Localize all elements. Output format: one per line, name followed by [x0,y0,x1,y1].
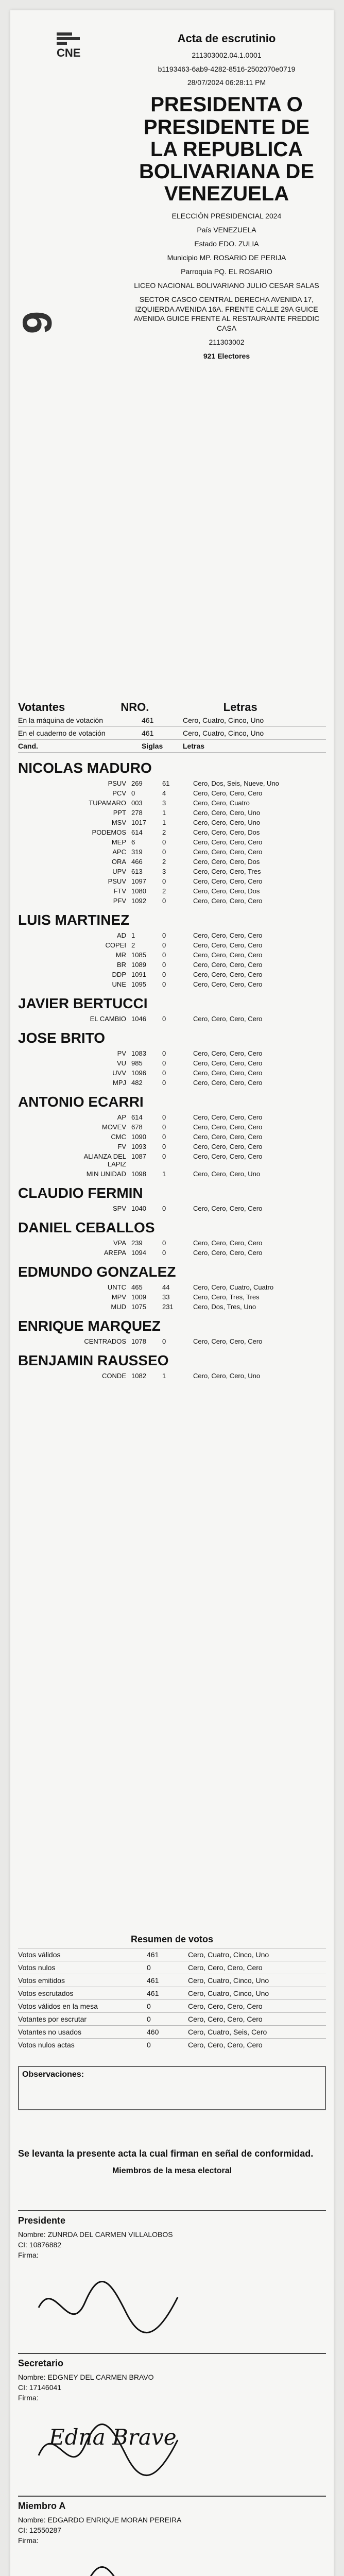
summary-row [18,2038,326,2051]
party-acronym: UNE [112,980,126,988]
party-row [80,848,326,856]
party-code: 466 [131,858,143,866]
party-acronym: MSV [111,819,126,826]
party-votes: 0 [162,951,166,959]
party-acronym: TUPAMARO [89,799,126,807]
signature-area [18,2547,326,2576]
summary-row [18,1999,326,2012]
party-votes: 0 [162,1059,166,1067]
signature-area [18,2261,326,2349]
party-acronym: APC [112,848,126,856]
summary-number: 0 [147,1963,151,1972]
party-votes: 1 [162,819,166,826]
summary-letters: Cero, Cero, Cero, Cero [188,2002,263,2010]
party-code: 1 [131,931,135,939]
candidate-name: BENJAMIN RAUSSEO [18,1352,169,1368]
signature-text: Edna Brave [49,2425,177,2450]
party-row [80,931,326,939]
party-code: 269 [131,779,143,787]
party-acronym: MEP [111,838,126,846]
party-row [80,1249,326,1257]
party-code: 1046 [131,1015,146,1023]
candidate-name: EDMUNDO GONZALEZ [18,1264,176,1280]
party-code: 1017 [131,819,146,826]
party-code: 1078 [131,1337,146,1345]
party-row [80,1069,326,1077]
summary-number: 461 [147,1976,159,1985]
party-row [80,1372,326,1380]
party-row [80,877,326,885]
party-row [80,809,326,817]
party-row [80,828,326,836]
signature-scribble [33,2552,188,2576]
party-letters: Cero, Dos, Tres, Uno [193,1303,256,1311]
party-votes: 33 [162,1293,170,1301]
party-row [80,1015,326,1023]
party-row [80,980,326,988]
party-code: 482 [131,1079,143,1087]
party-acronym: EL CAMBIO [90,1015,126,1023]
party-row [80,1113,326,1121]
party-letters: Cero, Cero, Tres, Tres [193,1293,260,1301]
candidate-name: CLAUDIO FERMIN [18,1185,143,1201]
total-label: En la máquina de votación [18,716,103,724]
acta-title: Acta de escrutinio [177,32,276,45]
parish: Parroquia PQ. EL ROSARIO [181,267,272,276]
party-acronym: ORA [111,858,126,866]
summary-row [18,1987,326,1999]
party-votes: 0 [162,1153,166,1160]
member-ci: CI: 17146041 [18,2383,62,2392]
party-row [80,1337,326,1345]
party-letters: Cero, Cero, Cero, Cero [193,1123,263,1131]
summary-label: Votos emitidos [18,1976,65,1985]
party-letters: Cero, Cero, Cero, Cero [193,1133,263,1141]
candidate-name: JOSE BRITO [18,1030,106,1046]
stamp-number: 9 [14,311,60,334]
party-letters: Cero, Cero, Cero, Cero [193,1059,263,1067]
votes-header: Votantes NRO. Letras [18,701,257,714]
party-votes: 0 [162,1143,166,1150]
party-acronym: MIN UNIDAD [86,1170,126,1178]
summary-row [18,2012,326,2025]
party-votes: 0 [162,838,166,846]
party-row [80,1170,326,1178]
candidate-name: LUIS MARTINEZ [18,912,130,928]
summary-row [18,1974,326,1987]
party-acronym: MPV [111,1293,126,1301]
party-votes: 2 [162,858,166,866]
party-code: 1097 [131,877,146,885]
party-acronym: VPA [113,1239,126,1247]
party-votes: 0 [162,1015,166,1023]
party-letters: Cero, Cero, Cero, Dos [193,858,260,866]
party-row [80,1239,326,1247]
summary-row [18,1961,326,1974]
party-code: 1090 [131,1133,146,1141]
party-row [80,1303,326,1311]
party-row [80,1283,326,1291]
party-votes: 0 [162,980,166,988]
party-letters: Cero, Cero, Cero, Uno [193,1372,261,1380]
party-votes: 0 [162,1113,166,1121]
party-code: 678 [131,1123,143,1131]
member-role: Presidente [18,2215,66,2226]
summary-number: 461 [147,1989,159,1997]
total-label: En el cuaderno de votación [18,729,106,737]
election-title: PRESIDENTA O PRESIDENTE DE LA REPUBLICA BOLIVARIANA DE VENEZUELA [139,93,314,206]
party-row [80,1133,326,1141]
mesa-code: 211303002 [209,338,245,347]
party-code: 1098 [131,1170,146,1178]
members-section [18,2210,326,2576]
summary-row [18,2025,326,2038]
state: Estado EDO. ZULIA [194,240,259,248]
party-code: 613 [131,868,143,875]
party-code: 1085 [131,951,146,959]
party-row [80,868,326,875]
party-letters: Cero, Cero, Cero, Cero [193,1069,263,1077]
votes-section [18,701,326,1382]
total-nro: 461 [142,716,154,724]
address: SECTOR CASCO CENTRAL DERECHA AVENIDA 17, IZQUIERDA AVENIDA 16A. FRENTE CALLE 29A GUICE AVENIDA GUICE FRENTE AL RESTAURANTE FREDDIC CASA [133,295,320,333]
party-votes: 1 [162,1372,166,1380]
party-votes: 0 [162,1337,166,1345]
member-ci: CI: 10876882 [18,2241,62,2249]
party-votes: 0 [162,1133,166,1141]
party-votes: 44 [162,1283,170,1291]
party-letters: Cero, Cero, Cero, Cero [193,1337,263,1345]
party-acronym: CENTRADOS [84,1337,126,1345]
party-acronym: UVV [112,1069,126,1077]
party-letters: Cero, Cero, Cero, Cero [193,848,263,856]
party-acronym: ALIANZA DEL LAPIZ [83,1153,126,1168]
party-code: 1091 [131,971,146,978]
party-letters: Cero, Cero, Cero, Cero [193,951,263,959]
party-acronym: PCV [112,789,126,797]
party-votes: 0 [162,1069,166,1077]
party-letters: Cero, Cero, Cero, Cero [193,1205,263,1212]
party-acronym: BR [116,961,126,969]
summary-number: 460 [147,2028,159,2036]
party-code: 1092 [131,897,146,905]
summary-label: Votantes no usados [18,2028,81,2036]
votes-total-row [18,727,326,740]
party-votes: 0 [162,971,166,978]
party-row [80,1153,326,1168]
party-acronym: AP [117,1113,126,1121]
member-block [18,2353,326,2496]
party-letters: Cero, Cero, Cero, Cero [193,897,263,905]
party-row [80,1205,326,1212]
party-row [80,799,326,807]
party-code: 2 [131,941,135,949]
acta-datetime: 28/07/2024 06:28:11 PM [187,78,266,87]
member-role: Miembro A [18,2501,66,2511]
member-sign-label: Firma: [18,2394,39,2402]
party-code: 1094 [131,1249,146,1257]
party-acronym: SPV [112,1205,126,1212]
party-letters: Cero, Cero, Cuatro, Cuatro [193,1283,274,1291]
party-votes: 0 [162,1249,166,1257]
party-votes: 4 [162,789,166,797]
party-row [80,961,326,969]
party-letters: Cero, Cero, Cero, Cero [193,789,263,797]
party-votes: 0 [162,1205,166,1212]
receipt [10,10,334,2576]
party-row [80,1049,326,1057]
party-votes: 3 [162,868,166,875]
member-role: Secretario [18,2358,64,2368]
party-row [80,1143,326,1150]
cne-logo: CNE [57,31,108,67]
party-acronym: PODEMOS [92,828,126,836]
party-code: 1095 [131,980,146,988]
party-votes: 3 [162,799,166,807]
summary-letters: Cero, Cero, Cero, Cero [188,1963,263,1972]
party-acronym: UNTC [107,1283,126,1291]
party-votes: 0 [162,877,166,885]
party-votes: 0 [162,941,166,949]
party-votes: 0 [162,1123,166,1131]
election-name: ELECCIÓN PRESIDENCIAL 2024 [171,212,282,221]
party-votes: 1 [162,809,166,817]
party-votes: 0 [162,931,166,939]
acta-code: 211303002.04.1.0001 [192,50,262,59]
party-votes: 0 [162,1049,166,1057]
party-code: 0 [131,789,135,797]
party-letters: Cero, Dos, Seis, Nueve, Uno [193,779,279,787]
summary-letters: Cero, Cero, Cero, Cero [188,2015,263,2023]
party-letters: Cero, Cero, Cero, Cero [193,1015,263,1023]
subheader: Cand. Siglas Letras [18,740,326,753]
party-letters: Cero, Cero, Cero, Dos [193,828,260,836]
signature-scribble [33,2266,188,2344]
party-row [80,1293,326,1301]
party-row [80,858,326,866]
summary-label: Votos válidos [18,1951,61,1959]
party-letters: Cero, Cero, Cero, Uno [193,809,261,817]
party-code: 1089 [131,961,146,969]
summary-number: 0 [147,2015,151,2023]
summary-number: 461 [147,1951,159,1959]
party-row [80,951,326,959]
party-code: 278 [131,809,143,817]
candidate-name: DANIEL CEBALLOS [18,1219,155,1235]
party-acronym: PV [117,1049,126,1057]
party-acronym: AD [116,931,126,939]
party-code: 239 [131,1239,143,1247]
party-letters: Cero, Cero, Cero, Cero [193,1249,263,1257]
party-letters: Cero, Cero, Cero, Cero [193,1049,263,1057]
party-code: 1093 [131,1143,146,1150]
party-acronym: MOVEV [102,1123,126,1131]
member-ci: CI: 12550287 [18,2526,62,2534]
party-acronym: CONDE [102,1372,126,1380]
party-acronym: MUD [111,1303,126,1311]
party-row [80,941,326,949]
party-letters: Cero, Cero, Cero, Dos [193,887,260,895]
party-row [80,789,326,797]
party-code: 1009 [131,1293,146,1301]
party-row [80,779,326,787]
country: País VENEZUELA [197,226,256,234]
member-name: Nombre: EDGNEY DEL CARMEN BRAVO [18,2373,154,2381]
candidate-name: ENRIQUE MARQUEZ [18,1318,161,1334]
party-acronym: MPJ [113,1079,126,1087]
votes-total-row [18,714,326,727]
party-letters: Cero, Cero, Cero, Cero [193,971,263,978]
member-sign-label: Firma: [18,2536,39,2545]
party-letters: Cero, Cero, Cero, Cero [193,961,263,969]
party-letters: Cero, Cero, Cero, Cero [193,1079,263,1087]
observations-box: Observaciones: [18,2066,326,2110]
party-row [80,1123,326,1131]
party-row [80,897,326,905]
party-row [80,819,326,826]
party-acronym: CMC [111,1133,126,1141]
summary-label: Votantes por escrutar [18,2015,87,2023]
header [10,10,334,696]
candidate-name: JAVIER BERTUCCI [18,995,148,1011]
party-acronym: COPEI [105,941,126,949]
member-block [18,2210,326,2353]
party-votes: 0 [162,897,166,905]
party-code: 003 [131,799,143,807]
party-votes: 0 [162,1239,166,1247]
summary-number: 0 [147,2041,151,2049]
observations [18,2066,326,2110]
party-code: 1083 [131,1049,146,1057]
candidate-name: NICOLAS MADURO [18,760,152,776]
party-acronym: FV [117,1143,126,1150]
summary-label: Votos nulos [18,1963,56,1972]
party-code: 1075 [131,1303,146,1311]
party-letters: Cero, Cero, Cero, Cero [193,838,263,846]
members-title: Miembros de la mesa electoral [112,2166,232,2175]
party-code: 1082 [131,1372,146,1380]
summary-label: Votos válidos en la mesa [18,2002,98,2010]
party-code: 1080 [131,887,146,895]
member-name: Nombre: EDGARDO ENRIQUE MORAN PEREIRA [18,2516,182,2524]
party-letters: Cero, Cero, Cero, Cero [193,1113,263,1121]
party-acronym: AREPA [104,1249,126,1257]
summary-row [18,1948,326,1961]
total-letras: Cero, Cuatro, Cinco, Uno [183,729,264,737]
elector-count: 921 Electores [203,352,250,361]
header-info [129,31,324,365]
party-letters: Cero, Cero, Cero, Cero [193,931,263,939]
party-row [80,838,326,846]
member-block [18,2496,326,2576]
party-code: 614 [131,828,143,836]
party-votes: 0 [162,1079,166,1087]
party-votes: 61 [162,779,170,787]
party-acronym: FTV [113,887,126,895]
party-letters: Cero, Cero, Cero, Tres [193,868,261,875]
party-code: 465 [131,1283,143,1291]
party-votes: 1 [162,1170,166,1178]
summary-label: Votos nulos actas [18,2041,75,2049]
party-row [80,887,326,895]
summary-letters: Cero, Cero, Cero, Cero [188,2041,263,2049]
party-votes: 231 [162,1303,174,1311]
party-letters: Cero, Cero, Cuatro [193,799,250,807]
party-code: 1087 [131,1153,146,1160]
party-row [80,1079,326,1087]
summary-label: Votos escrutados [18,1989,74,1997]
summary-number: 0 [147,2002,151,2010]
party-letters: Cero, Cero, Cero, Uno [193,1170,261,1178]
consent-text: Se levanta la presente acta la cual firman en señal de conformidad. Miembros de la mesa electoral [18,2148,326,2176]
party-letters: Cero, Cero, Cero, Cero [193,980,263,988]
party-letters: Cero, Cero, Cero, Cero [193,1239,263,1247]
party-acronym: DDP [112,971,126,978]
party-acronym: MR [115,951,126,959]
party-acronym: PSUV [108,779,126,787]
party-letters: Cero, Cero, Cero, Cero [193,1153,263,1160]
summary-section [18,1927,326,2051]
party-code: 1040 [131,1205,146,1212]
center: LICEO NACIONAL BOLIVARIANO JULIO CESAR SALAS [134,281,319,290]
party-acronym: PFV [113,897,126,905]
party-code: 6 [131,838,135,846]
party-acronym: UPV [112,868,126,875]
summary-letters: Cero, Cuatro, Seis, Cero [188,2028,267,2036]
member-name: Nombre: ZUNRDA DEL CARMEN VILLALOBOS [18,2230,173,2239]
party-letters: Cero, Cero, Cero, Cero [193,941,263,949]
acta-uuid: b1193463-6ab9-4282-8516-2502070e0719 [158,64,296,73]
summary-letters: Cero, Cuatro, Cinco, Uno [188,1976,269,1985]
party-code: 614 [131,1113,143,1121]
party-votes: 0 [162,848,166,856]
party-letters: Cero, Cero, Cero, Cero [193,1143,263,1150]
signature-area [18,2404,326,2492]
party-row [80,971,326,978]
party-acronym: PPT [113,809,126,817]
party-acronym: VU [116,1059,126,1067]
party-acronym: PSUV [108,877,126,885]
party-votes: 2 [162,828,166,836]
party-letters: Cero, Cero, Cero, Cero [193,877,263,885]
municipality: Municipio MP. ROSARIO DE PERIJA [167,253,286,262]
total-letras: Cero, Cuatro, Cinco, Uno [183,716,264,724]
summary-letters: Cero, Cuatro, Cinco, Uno [188,1951,269,1959]
party-row [80,1059,326,1067]
party-code: 1096 [131,1069,146,1077]
party-code: 319 [131,848,143,856]
party-letters: Cero, Cero, Cero, Uno [193,819,261,826]
party-votes: 2 [162,887,166,895]
total-nro: 461 [142,729,154,737]
member-sign-label: Firma: [18,2251,39,2259]
summary-letters: Cero, Cuatro, Cinco, Uno [188,1989,269,1997]
candidate-name: ANTONIO ECARRI [18,1094,144,1110]
party-votes: 0 [162,961,166,969]
party-code: 985 [131,1059,143,1067]
summary-title: Resumen de votos [130,1934,214,1944]
